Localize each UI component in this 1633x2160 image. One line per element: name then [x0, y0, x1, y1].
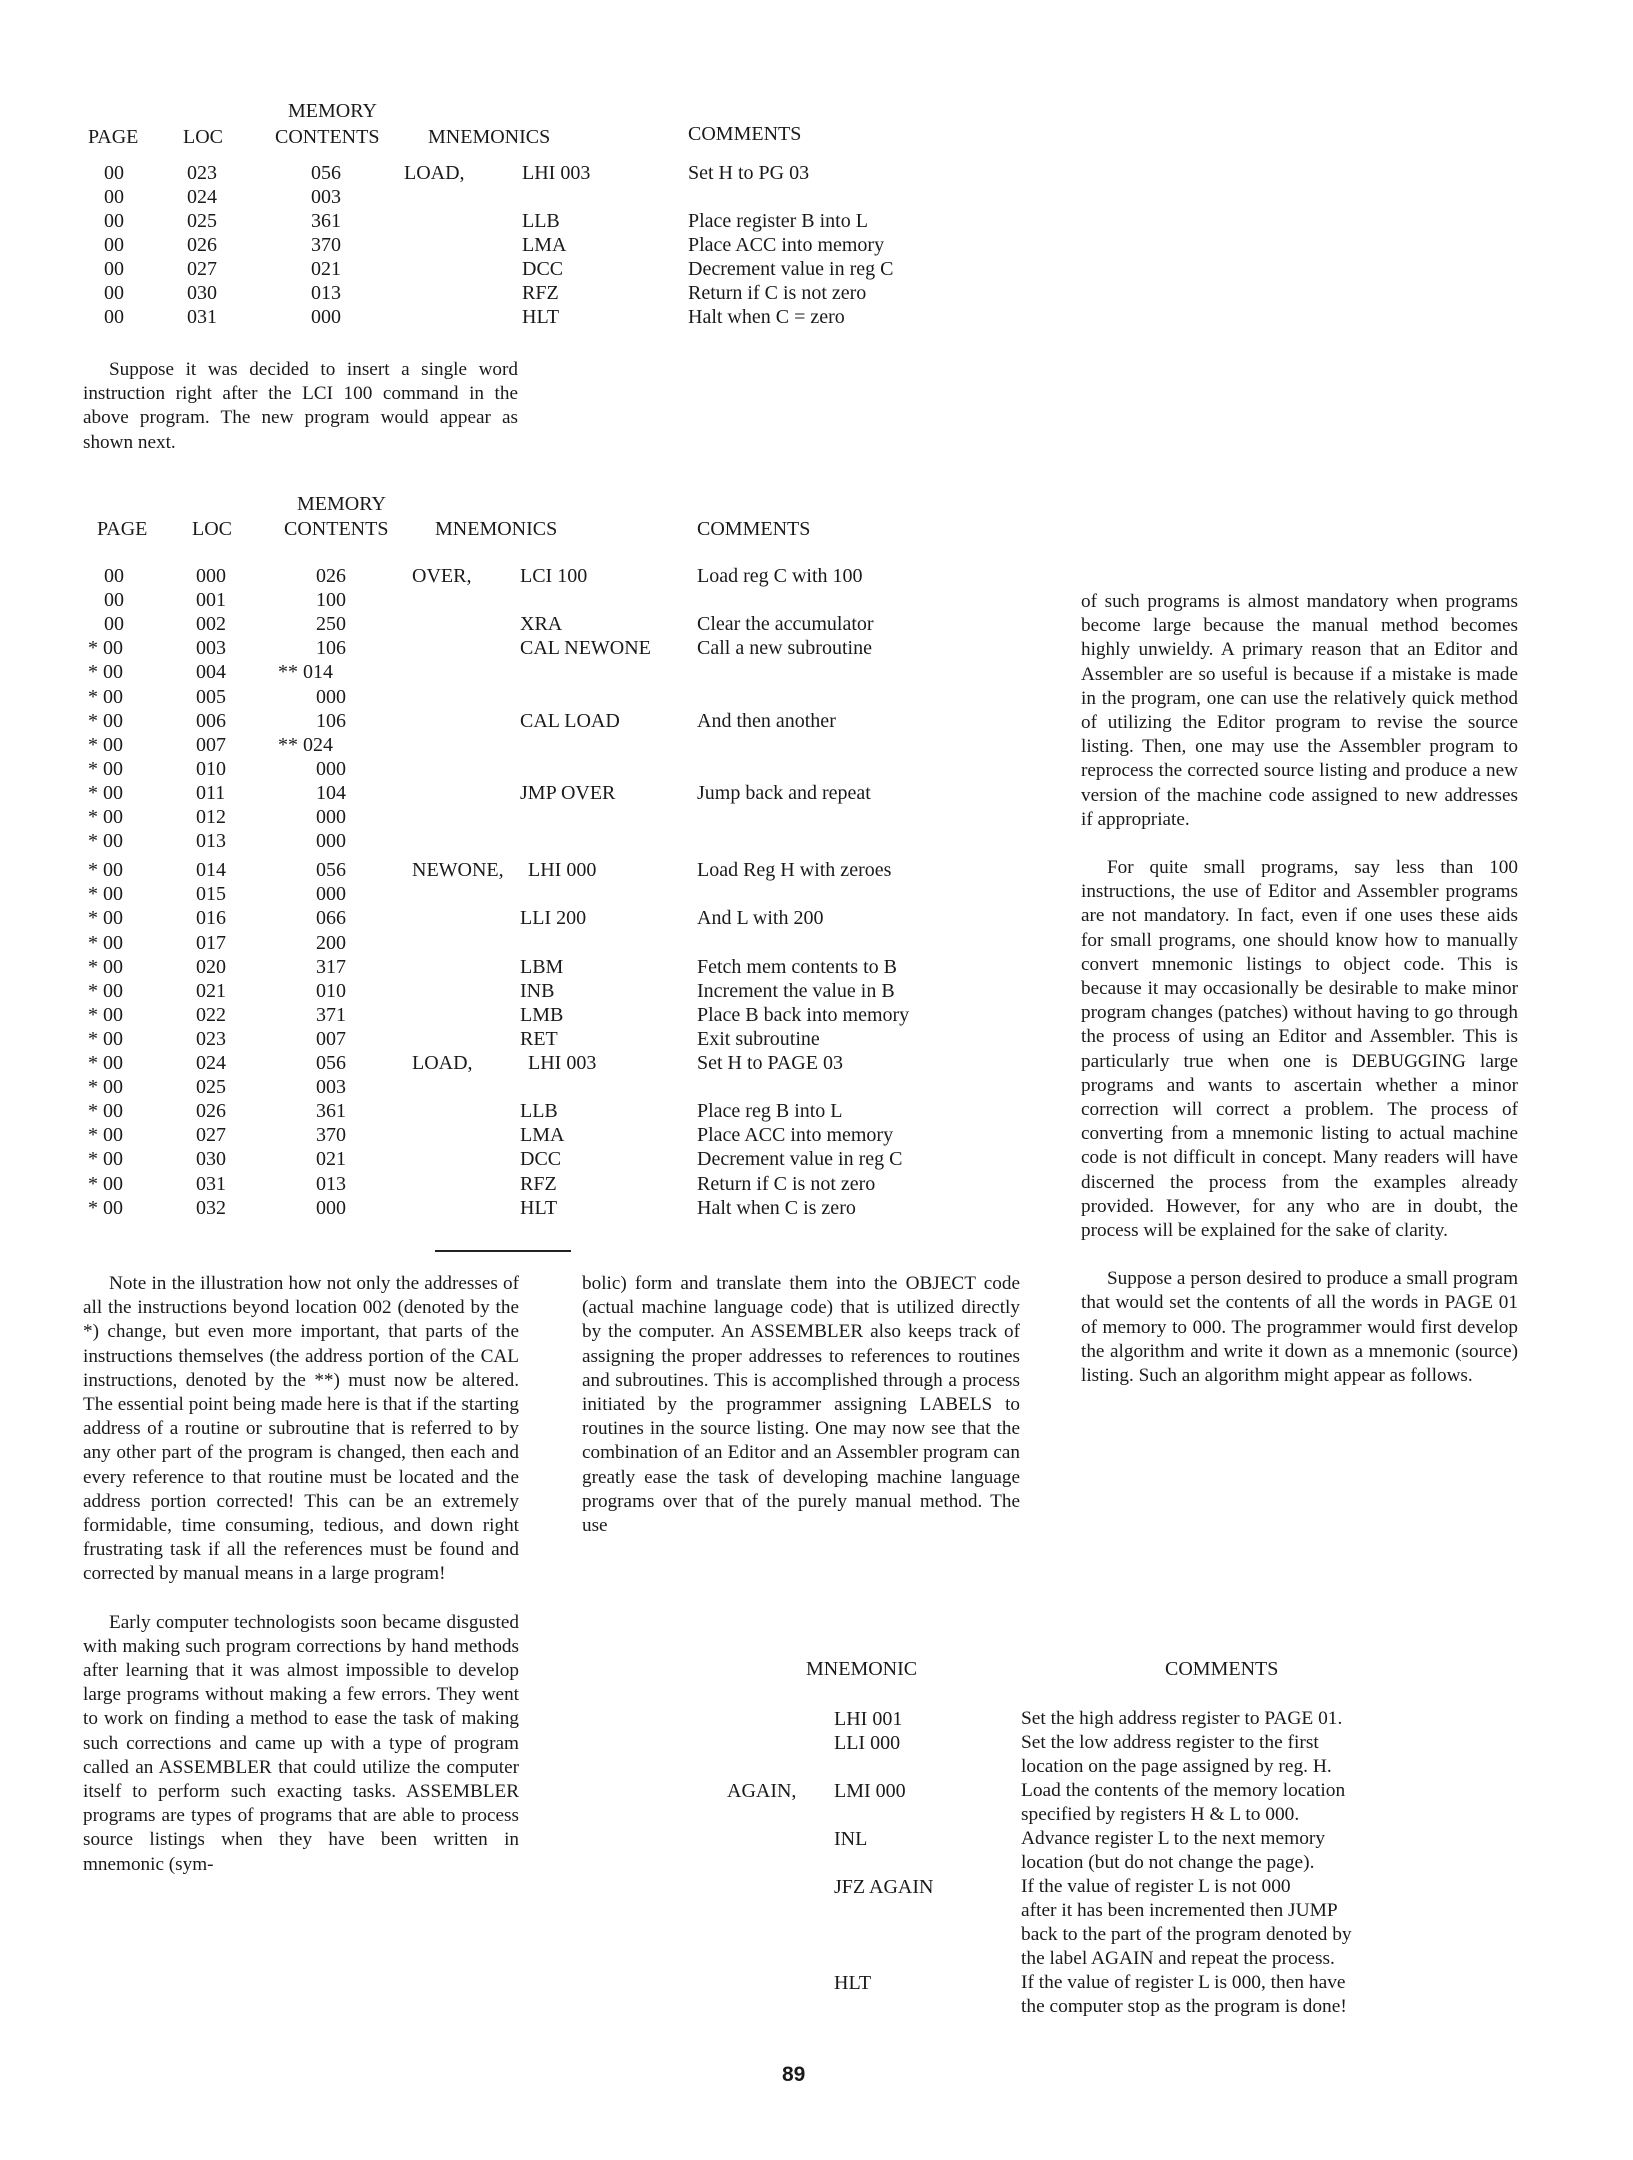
- header-memory: MEMORY: [288, 100, 377, 122]
- cell-loc: 001: [196, 589, 226, 612]
- cell-page: * 00: [88, 955, 123, 978]
- cell-comment: Call a new subroutine: [697, 637, 872, 660]
- intro-text: Suppose it was decided to insert a single word instruction right after the LCI 100 command in the above program. The new program would appear as shown next.: [83, 359, 518, 453]
- cell-comment: Fetch mem contents to B: [697, 955, 897, 978]
- cell-comment-line: Set the low address register to the first: [1021, 1732, 1319, 1753]
- cell-mnemonic: LHI 001: [834, 1708, 903, 1730]
- cell-comment-line: after it has been incremented then JUMP: [1021, 1900, 1338, 1921]
- cell-mem: 200: [316, 931, 346, 954]
- paragraph: of such programs is almost mandatory when programs become large because the manual method becomes highly unwieldy. A primary reason that an Editor and Assembler are so useful is because if a mistake is made in the program, one can use the relatively quick method of utilizing the Editor program to revise the source listing. Then, one may use the Assembler program to reprocess the corrected source listing and produce a new version of the machine code assigned to new addresses if appropriate.: [1081, 591, 1518, 830]
- cell-loc: 005: [196, 685, 226, 708]
- cell-page: * 00: [88, 781, 123, 804]
- header-comments-2: COMMENTS: [697, 518, 811, 540]
- cell-loc: 011: [196, 781, 226, 804]
- cell-comment: Decrement value in reg C: [688, 258, 894, 280]
- cell-loc: 003: [196, 637, 226, 660]
- cell-mnemonic: LHI 003: [528, 1052, 597, 1074]
- cell-comment-line: If the value of register L is not 000: [1021, 1876, 1291, 1897]
- cell-comment: And L with 200: [697, 907, 824, 930]
- cell-page: 00: [104, 306, 124, 328]
- header-mnemonics-2: MNEMONICS: [435, 518, 558, 540]
- cell-page: * 00: [88, 685, 123, 708]
- cell-mnemonic: CAL NEWONE: [520, 637, 651, 660]
- cell-comment-line: location on the page assigned by reg. H.: [1021, 1756, 1332, 1777]
- intro-paragraph: [83, 358, 518, 455]
- cell-mem: ** 014: [278, 661, 333, 684]
- cell-page: 00: [104, 282, 124, 304]
- cell-mem: 000: [316, 757, 346, 780]
- cell-page: * 00: [88, 709, 123, 732]
- cell-comment: Place reg B into L: [697, 1100, 843, 1123]
- cell-loc: 026: [187, 234, 217, 256]
- cell-comment-line: the computer stop as the program is done!: [1021, 1996, 1347, 2017]
- cell-mem: 361: [316, 1100, 346, 1123]
- page-number: 89: [782, 2063, 806, 2086]
- cell-page: * 00: [88, 1027, 123, 1050]
- cell-comment: Load Reg H with zeroes: [697, 859, 892, 882]
- cell-page: * 00: [88, 1052, 123, 1074]
- cell-comment: Halt when C is zero: [697, 1196, 856, 1219]
- cell-mem: 013: [311, 282, 341, 304]
- cell-mem: 100: [316, 589, 346, 612]
- cell-page: 00: [104, 234, 124, 256]
- cell-loc: 012: [196, 806, 226, 828]
- cell-loc: 013: [196, 830, 226, 853]
- paragraph: Note in the illustration how not only the addresses of all the instructions beyond location 002 (denoted by the *) change, but even more important, that parts of the instructions themselves (the address portion of the CAL instructions, denoted by the **) must now be altered. The essential point being made here is that if the starting address of a routine or subroutine that is referred to by any other part of the program is changed, then each and every reference to that routine must be located and the address portion corrected! This can be an extremely formidable, time consuming, tedious, and down right frustrating task if all the references must be found and corrected by manual means in a large program!: [83, 1273, 519, 1585]
- cell-mnemonic: LMA: [520, 1124, 565, 1147]
- cell-mem: 007: [316, 1027, 346, 1050]
- cell-comment-line: Advance register L to the next memory: [1021, 1828, 1326, 1849]
- header-comments-3: COMMENTS: [1165, 1658, 1279, 1680]
- cell-mnemonic: LMB: [520, 1003, 564, 1026]
- cell-page: * 00: [88, 979, 123, 1002]
- cell-comment-line: Load the contents of the memory location: [1021, 1780, 1346, 1801]
- cell-loc: 000: [196, 565, 226, 587]
- cell-loc: 031: [196, 1172, 226, 1195]
- cell-loc: 027: [187, 258, 217, 280]
- cell-comment: Decrement value in reg C: [697, 1148, 903, 1171]
- cell-comment: Jump back and repeat: [697, 781, 871, 804]
- paragraph: Early computer technologists soon became disgusted with making such program corrections by hand methods after learning that it was almost impossible to develop large programs without making a few errors. They went to work on finding a method to ease the task of making such corrections and came up with a type of program called an ASSEMBLER that could utilize the computer itself to perform such exacting tasks. ASSEMBLER programs are types of programs that are able to process source listings when they have been written in mnemonic (sym-: [83, 1611, 519, 1875]
- cell-mem: 370: [316, 1124, 346, 1147]
- cell-page: * 00: [88, 806, 123, 828]
- cell-page: 00: [104, 258, 124, 280]
- cell-mnemonic: INL: [834, 1828, 868, 1850]
- cell-loc: 017: [196, 931, 226, 954]
- cell-loc: 030: [196, 1148, 226, 1171]
- cell-mnemonic: HLT: [522, 306, 560, 328]
- cell-page: * 00: [88, 757, 123, 780]
- cell-page: * 00: [88, 907, 123, 930]
- cell-mnemonic: JFZ AGAIN: [834, 1876, 934, 1898]
- cell-loc: 002: [196, 613, 226, 636]
- cell-mnemonic: DCC: [522, 258, 564, 280]
- cell-mem: 000: [316, 806, 346, 828]
- cell-comment: Increment the value in B: [697, 979, 895, 1002]
- cell-mnemonic: LLB: [522, 210, 560, 232]
- cell-comment-line: back to the part of the program denoted by: [1021, 1924, 1352, 1945]
- cell-loc: 032: [196, 1196, 226, 1219]
- cell-comment: Return if C is not zero: [697, 1172, 876, 1195]
- cell-mnemonic: INB: [520, 979, 555, 1002]
- cell-loc: 024: [196, 1052, 226, 1074]
- cell-comment: Set H to PG 03: [688, 162, 810, 184]
- cell-mnemonic: LHI 003: [522, 162, 591, 184]
- cell-page: 00: [104, 186, 124, 208]
- cell-mem: 000: [311, 306, 341, 328]
- cell-label: LOAD,: [404, 162, 465, 184]
- cell-mnemonic: LCI 100: [520, 565, 588, 587]
- cell-comment: Load reg C with 100: [697, 565, 863, 587]
- cell-loc: 023: [187, 162, 217, 184]
- cell-loc: 031: [187, 306, 217, 328]
- cell-loc: 022: [196, 1003, 226, 1026]
- cell-label: NEWONE,: [412, 859, 504, 882]
- cell-page: * 00: [88, 661, 123, 684]
- cell-mnemonic: LMA: [522, 234, 567, 256]
- cell-comment-line: If the value of register L is 000, then have: [1021, 1972, 1346, 1993]
- cell-comment: Place ACC into memory: [688, 234, 885, 256]
- cell-mnemonic: LHI 000: [528, 859, 597, 882]
- cell-mem: 021: [311, 258, 341, 280]
- cell-page: * 00: [88, 1124, 123, 1147]
- paragraph: bolic) form and translate them into the OBJECT code (actual machine language code) that is utilized directly by the computer. An ASSEMBLER also keeps track of assigning the proper addresses to references to routines and subroutines. This is accomplished through a process initiated by the programmer assigning LABELS to routines in the source listing. One may now see that the combination of an Editor and an Assembler program can greatly ease the task of developing machine language programs over that of the purely manual method. The use: [582, 1273, 1020, 1537]
- cell-page: * 00: [88, 931, 123, 954]
- cell-page: * 00: [88, 1148, 123, 1171]
- cell-mem: 370: [311, 234, 341, 256]
- cell-page: * 00: [88, 883, 123, 906]
- cell-label: OVER,: [412, 565, 472, 587]
- cell-page: * 00: [88, 733, 123, 756]
- cell-mem: 000: [316, 830, 346, 853]
- column-2: [582, 1272, 1020, 1562]
- header-contents: CONTENTS: [275, 126, 380, 148]
- cell-mem: 013: [316, 1172, 346, 1195]
- cell-page: 00: [104, 613, 124, 636]
- cell-mnemonic: LMI 000: [834, 1780, 906, 1802]
- cell-mem: 104: [316, 781, 346, 804]
- cell-mem: 056: [316, 1052, 346, 1074]
- cell-label: LOAD,: [412, 1052, 473, 1074]
- cell-comment: And then another: [697, 709, 836, 732]
- cell-page: * 00: [88, 1196, 123, 1219]
- cell-mnemonic: XRA: [520, 613, 563, 636]
- cell-mem: 056: [316, 859, 346, 882]
- cell-comment: Exit subroutine: [697, 1027, 820, 1050]
- cell-comment: Place ACC into memory: [697, 1124, 894, 1147]
- cell-mnemonic: LLI 200: [520, 907, 587, 930]
- header-page-2: PAGE: [97, 518, 148, 540]
- cell-comment-line: location (but do not change the page).: [1021, 1852, 1315, 1873]
- cell-mem: ** 024: [278, 733, 333, 756]
- cell-mnemonic: LLB: [520, 1100, 558, 1123]
- cell-mem: 250: [316, 613, 346, 636]
- cell-page: * 00: [88, 830, 123, 853]
- cell-loc: 024: [187, 186, 217, 208]
- cell-comment: Place B back into memory: [697, 1003, 910, 1026]
- header-memory-2: MEMORY: [297, 493, 386, 515]
- header-mnemonics: MNEMONICS: [428, 126, 551, 148]
- cell-mnemonic: RET: [520, 1027, 558, 1050]
- cell-mem: 000: [316, 1196, 346, 1219]
- cell-loc: 026: [196, 1100, 226, 1123]
- header-comments: COMMENTS: [688, 123, 802, 145]
- header-loc: LOC: [183, 126, 223, 148]
- cell-page: 00: [104, 210, 124, 232]
- cell-mem: 000: [316, 685, 346, 708]
- cell-page: * 00: [88, 637, 123, 660]
- cell-loc: 014: [196, 859, 226, 882]
- cell-mem: 026: [316, 565, 346, 587]
- cell-comment: Place register B into L: [688, 210, 868, 232]
- cell-mem: 010: [316, 979, 346, 1002]
- cell-mnemonic: DCC: [520, 1148, 562, 1171]
- cell-loc: 015: [196, 883, 226, 906]
- cell-page: 00: [104, 162, 124, 184]
- cell-loc: 023: [196, 1027, 226, 1050]
- cell-comment: Set H to PAGE 03: [697, 1052, 843, 1074]
- cell-mnemonic: LLI 000: [834, 1732, 901, 1754]
- cell-mnemonic: HLT: [520, 1196, 558, 1219]
- cell-comment-line: specified by registers H & L to 000.: [1021, 1804, 1300, 1825]
- cell-mnemonic: CAL LOAD: [520, 709, 620, 732]
- divider-rule: [435, 1250, 571, 1252]
- cell-mem: 021: [316, 1148, 346, 1171]
- cell-page: 00: [104, 565, 124, 587]
- cell-loc: 007: [196, 733, 226, 756]
- cell-page: * 00: [88, 1100, 123, 1123]
- cell-mem: 106: [316, 709, 346, 732]
- cell-loc: 021: [196, 979, 226, 1002]
- column-3: [1081, 590, 1518, 1412]
- paragraph: Suppose a person desired to produce a small program that would set the contents of all the words in PAGE 01 of memory to 000. The programmer would first develop the algorithm and write it down as a mnemonic (source) listing. Such an algorithm might appear as follows.: [1081, 1268, 1518, 1387]
- cell-mem: 003: [316, 1076, 346, 1099]
- cell-mem: 000: [316, 883, 346, 906]
- cell-mnemonic: RFZ: [520, 1172, 557, 1195]
- cell-loc: 025: [196, 1076, 226, 1099]
- cell-comment-line: the label AGAIN and repeat the process.: [1021, 1948, 1335, 1969]
- cell-mem: 361: [311, 210, 341, 232]
- cell-page: * 00: [88, 1172, 123, 1195]
- cell-mem: 003: [311, 186, 341, 208]
- cell-mnemonic: HLT: [834, 1972, 872, 1994]
- cell-mnemonic: LBM: [520, 955, 564, 978]
- cell-mem: 056: [311, 162, 341, 184]
- header-contents-2: CONTENTS: [284, 518, 389, 540]
- cell-page: 00: [104, 589, 124, 612]
- header-mnemonic-3: MNEMONIC: [806, 1658, 918, 1680]
- cell-loc: 004: [196, 661, 226, 684]
- cell-mem: 317: [316, 955, 346, 978]
- cell-loc: 025: [187, 210, 217, 232]
- column-1: [83, 1272, 519, 1901]
- cell-comment: Halt when C = zero: [688, 306, 845, 328]
- paragraph: For quite small programs, say less than 100 instructions, the use of Editor and Assembler programs are not mandatory. In fact, even if one uses these aids for small programs, one should know how to manually convert mnemonic listings to object code. This is because it may occasionally be desirable to make minor program changes (patches) without having to go through the process of using an Editor and Assembler. This is particularly true when one is DEBUGGING large programs and wants to ascertain whether a minor correction will correct a problem. The process of converting from a mnemonic listing to actual machine code is not difficult in concept. Many readers will have discerned the process from the examples already provided. However, for any who are in doubt, the process will be explained for the sake of clarity.: [1081, 857, 1518, 1242]
- cell-comment: Clear the accumulator: [697, 613, 874, 636]
- cell-mem: 066: [316, 907, 346, 930]
- cell-page: * 00: [88, 1076, 123, 1099]
- cell-comment: Return if C is not zero: [688, 282, 867, 304]
- cell-comment-line: Set the high address register to PAGE 01.: [1021, 1708, 1343, 1729]
- cell-loc: 016: [196, 907, 226, 930]
- header-page: PAGE: [88, 126, 139, 148]
- cell-mnemonic: JMP OVER: [520, 781, 616, 804]
- cell-mem: 106: [316, 637, 346, 660]
- cell-page: * 00: [88, 1003, 123, 1026]
- cell-loc: 027: [196, 1124, 226, 1147]
- cell-page: * 00: [88, 859, 123, 882]
- cell-mnemonic: RFZ: [522, 282, 559, 304]
- cell-loc: 020: [196, 955, 226, 978]
- cell-label: AGAIN,: [727, 1780, 797, 1802]
- header-loc-2: LOC: [192, 518, 232, 540]
- cell-loc: 030: [187, 282, 217, 304]
- cell-mem: 371: [316, 1003, 346, 1026]
- cell-loc: 006: [196, 709, 226, 732]
- cell-loc: 010: [196, 757, 226, 780]
